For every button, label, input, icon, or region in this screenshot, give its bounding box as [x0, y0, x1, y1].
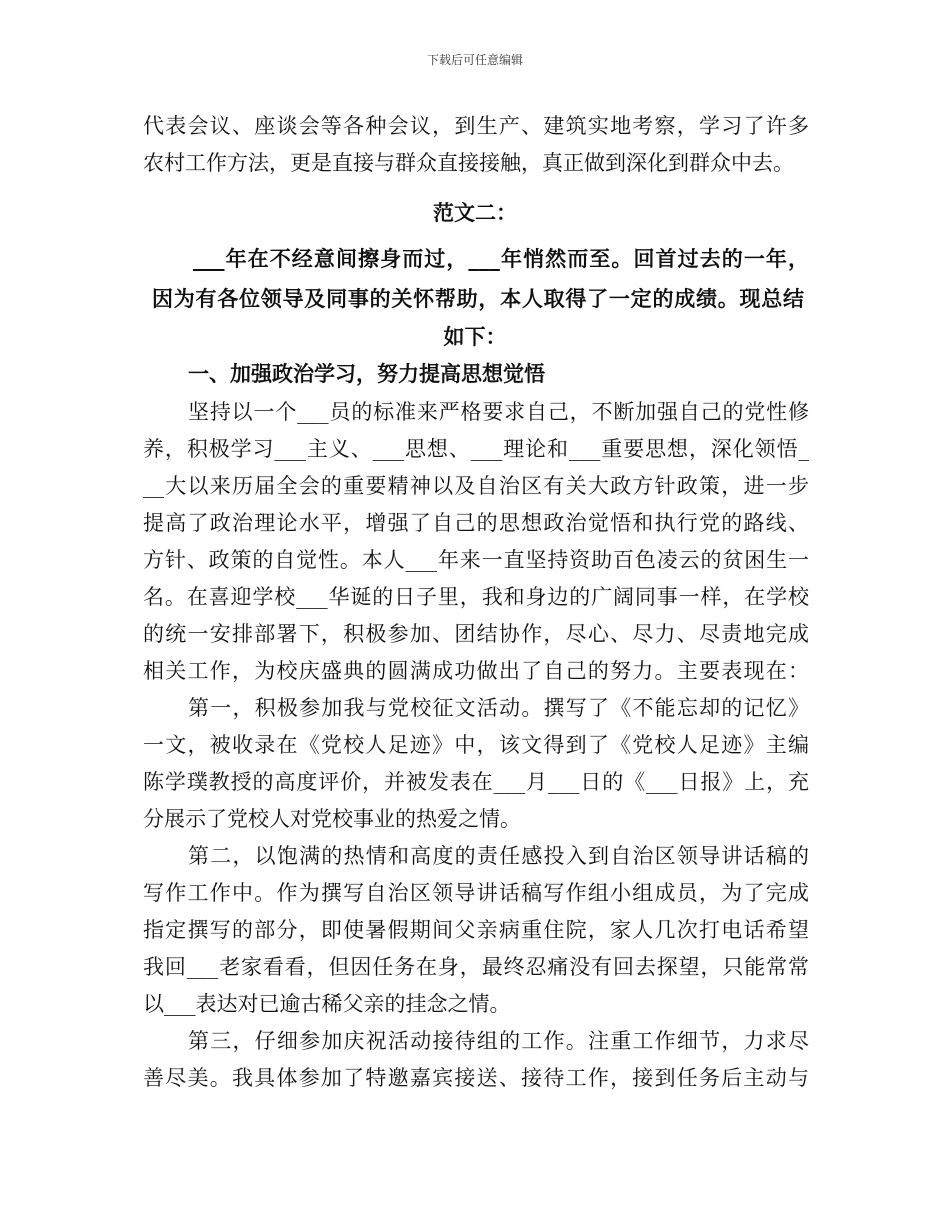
paragraph-line: 我回___老家看看，但因任务在身，最终忍痛没有回去探望，只能常常	[143, 955, 809, 979]
paragraph-line: 写作工作中。作为撰写自治区领导讲话稿写作组小组成员，为了完成	[143, 881, 809, 905]
paragraph-line: 第二，以饱满的热情和高度的责任感投入到自治区领导讲话稿的	[188, 844, 809, 868]
paragraph-line: __大以来历届全会的重要精神以及自治区有关大政方针政策，进一步	[143, 474, 809, 498]
paragraph-line: 的统一安排部署下，积极参加、团结协作，尽心、尽力、尽责地完成	[143, 622, 809, 646]
paragraph-line: 陈学璞教授的高度评价，并被发表在___月___日的《___日报》上，充	[143, 770, 809, 794]
paragraph-line: 相关工作，为校庆盛典的圆满成功做出了自己的努力。主要表现在：	[143, 659, 809, 683]
paragraph-line: 提高了政治理论水平，增强了自己的思想政治觉悟和执行党的路线、	[143, 511, 809, 535]
paragraph-line: 分展示了党校人对党校事业的热爱之情。	[143, 807, 521, 831]
paragraph-line: 坚持以一个___员的标准来严格要求自己，不断加强自己的党性修	[188, 400, 809, 424]
paragraph-line: 第一，积极参加我与党校征文活动。撰写了《不能忘却的记忆》	[188, 696, 809, 720]
paragraph-line: 方针、政策的自觉性。本人___年来一直坚持资助百色凌云的贫困生一	[143, 548, 809, 572]
paragraph-line: 名。在喜迎学校___华诞的日子里，我和身边的广阔同事一样，在学校	[143, 585, 809, 609]
intro-line: 如下：	[443, 324, 507, 349]
paragraph-line: 指定撰写的部分，即使暑假期间父亲病重住院，家人几次打电话希望	[143, 918, 809, 942]
section-title: 范文二：	[433, 200, 517, 225]
paragraph-line: 农村工作方法，更是直接与群众直接接触，真正做到深化到群众中去。	[143, 151, 794, 175]
paragraph-line: 养，积极学习___主义、___思想、___理论和___重要思想，深化领悟_	[143, 437, 809, 461]
intro-line: ___年在不经意间擦身而过，___年悄然而至。回首过去的一年，	[193, 246, 809, 271]
paragraph-line: 以___表达对已逾古稀父亲的挂念之情。	[143, 992, 511, 1016]
paragraph-line: 善尽美。我具体参加了特邀嘉宾接送、接待工作，接到任务后主动与	[143, 1066, 809, 1090]
intro-line: 因为有各位领导及同事的关怀帮助，本人取得了一定的成绩。现总结	[152, 286, 804, 311]
paragraph-line: 一文，被收录在《党校人足迹》中，该文得到了《党校人足迹》主编	[143, 733, 809, 757]
subheading: 一、加强政治学习，努力提高思想觉悟	[188, 361, 545, 386]
paragraph-line: 第三，仔细参加庆祝活动接待组的工作。注重工作细节，力求尽	[188, 1029, 809, 1053]
page-header: 下载后可任意编辑	[426, 53, 523, 67]
paragraph-line: 代表会议、座谈会等各种会议，到生产、建筑实地考察，学习了许多	[143, 114, 809, 138]
